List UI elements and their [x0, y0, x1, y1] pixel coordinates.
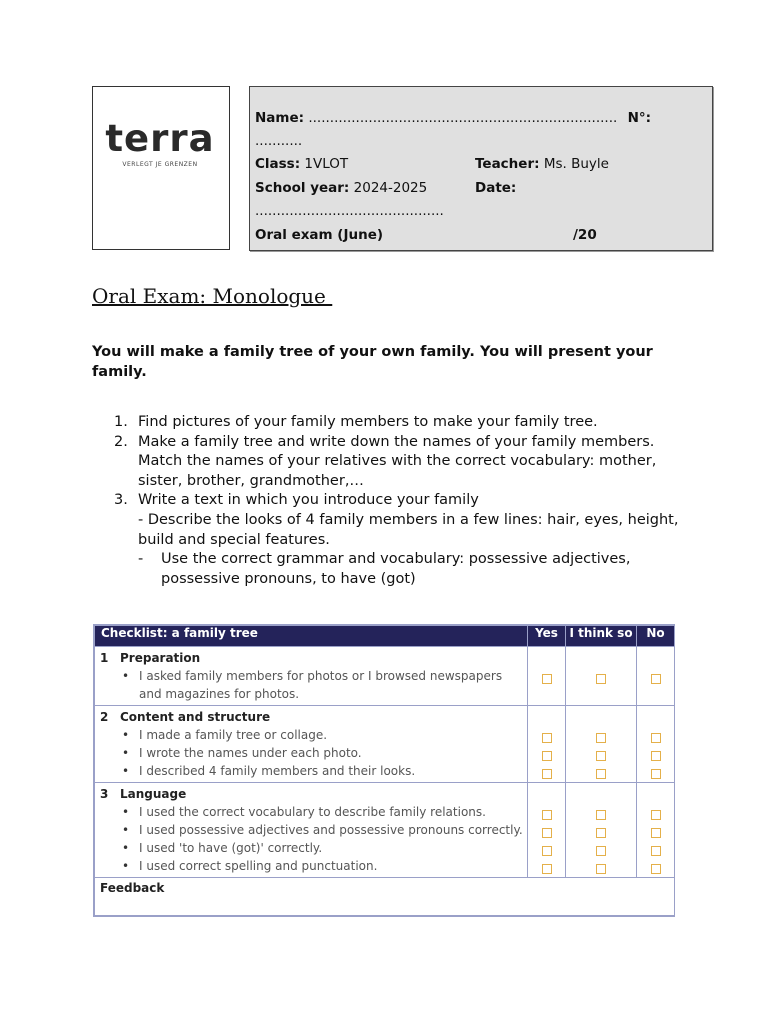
- task-item-1: [114, 413, 694, 433]
- checkbox-no[interactable]: [651, 828, 661, 838]
- task-number: 3.: [114, 492, 128, 509]
- teacher-value: Ms. Buyle: [543, 156, 609, 172]
- checkbox-i-think-so[interactable]: [596, 751, 606, 761]
- feedback-row: [95, 878, 675, 916]
- name-label: Name:: [255, 110, 305, 126]
- name-field: ........................................................................: [308, 110, 618, 126]
- checklist-section-2: [95, 706, 675, 783]
- subtask-item: [138, 550, 694, 589]
- checkbox-i-think-so[interactable]: [596, 828, 606, 838]
- exam-label: Oral exam (June): [255, 227, 384, 243]
- column-i-think-so: I think so: [566, 626, 637, 647]
- checkbox-i-think-so[interactable]: [596, 674, 606, 684]
- checkbox-i-think-so[interactable]: [596, 864, 606, 874]
- checkbox-no[interactable]: [651, 674, 661, 684]
- section-title: [95, 783, 527, 803]
- section-number: 2: [100, 710, 109, 724]
- task-item-2: [114, 433, 694, 492]
- number-label: N°:: [627, 110, 652, 126]
- section-title: [95, 647, 527, 667]
- checklist-item-text: I used 'to have (got)' correctly.: [139, 841, 323, 855]
- date-label: Date:: [475, 180, 517, 196]
- school-logo-box: [92, 86, 230, 250]
- section-label: Content and structure: [120, 710, 271, 724]
- intro-text: You will make a family tree of your own family. You will present your family.: [92, 344, 653, 380]
- criteria-cell: [95, 783, 528, 878]
- checkbox-column-i-think-so: [566, 783, 637, 878]
- bullet-icon: •: [122, 841, 130, 855]
- checklist-item: [95, 667, 527, 703]
- checklist-item-text: I used possessive adjectives and possessive pronouns correctly.: [139, 823, 523, 837]
- terra-logo: terra: [105, 117, 215, 160]
- checkbox-column-yes: [528, 706, 566, 783]
- teacher-label: Teacher:: [475, 156, 540, 172]
- bullet-icon: •: [122, 805, 130, 819]
- checkbox-column-no: [637, 647, 675, 706]
- date-line: [475, 180, 516, 196]
- section-number: 1: [100, 651, 109, 665]
- feedback-label: Feedback: [100, 881, 165, 895]
- criteria-cell: [95, 706, 528, 783]
- checkbox-column-no: [637, 706, 675, 783]
- checkbox-yes[interactable]: [542, 864, 552, 874]
- checkbox-i-think-so[interactable]: [596, 769, 606, 779]
- checklist-item: [95, 803, 527, 821]
- class-value: 1VLOT: [304, 156, 349, 172]
- checkbox-i-think-so[interactable]: [596, 810, 606, 820]
- checklist-item-text: I described 4 family members and their looks.: [139, 764, 416, 778]
- task-text: Match the names of your relatives with the correct vocabulary: mother, sister, brother, grandmother,…: [138, 453, 657, 489]
- dash-marker: -: [138, 551, 144, 568]
- task-item-3: [114, 491, 694, 589]
- checklist-item: [95, 726, 527, 744]
- checklist-table: [93, 624, 675, 917]
- bullet-icon: •: [122, 669, 130, 683]
- page-title: Oral Exam: Monologue: [92, 284, 333, 308]
- checklist-item-text: I used correct spelling and punctuation.: [139, 859, 378, 873]
- checklist-header-row: [95, 626, 675, 647]
- checkbox-i-think-so[interactable]: [596, 846, 606, 856]
- section-label: Preparation: [120, 651, 201, 665]
- checklist-item: [95, 857, 527, 875]
- task-text: Write a text in which you introduce your family: [138, 492, 479, 509]
- school-year-line: [255, 180, 427, 196]
- checkbox-yes[interactable]: [542, 828, 552, 838]
- checkbox-yes[interactable]: [542, 846, 552, 856]
- bullet-icon: •: [122, 746, 130, 760]
- number-field: ...........: [255, 133, 303, 149]
- checkbox-yes[interactable]: [542, 733, 552, 743]
- column-yes: Yes: [528, 626, 566, 647]
- checkbox-yes[interactable]: [542, 751, 552, 761]
- column-no: No: [637, 626, 675, 647]
- checkbox-column-no: [637, 783, 675, 878]
- checkbox-column-i-think-so: [566, 706, 637, 783]
- checkbox-no[interactable]: [651, 864, 661, 874]
- checklist-section-1: [95, 647, 675, 706]
- bullet-icon: •: [122, 728, 130, 742]
- bullet-icon: •: [122, 764, 130, 778]
- task-text: - Describe the looks of 4 family members in a few lines: hair, eyes, height, build and special features.: [138, 511, 679, 548]
- task-text: Find pictures of your family members to make your family tree.: [138, 414, 598, 430]
- checkbox-no[interactable]: [651, 769, 661, 779]
- checkbox-no[interactable]: [651, 810, 661, 820]
- checklist-item-text: I wrote the names under each photo.: [139, 746, 362, 760]
- class-label: Class:: [255, 156, 301, 172]
- task-text: Make a family tree and write down the names of your family members.: [138, 433, 655, 450]
- checkbox-yes[interactable]: [542, 810, 552, 820]
- checkbox-no[interactable]: [651, 733, 661, 743]
- checklist-item: [95, 744, 527, 762]
- criteria-cell: [95, 647, 528, 706]
- checkbox-no[interactable]: [651, 846, 661, 856]
- checklist-item-text: I used the correct vocabulary to describe family relations.: [139, 805, 486, 819]
- subtask-text: Use the correct grammar and vocabulary: possessive adjectives, possessive pronouns, to have (got): [161, 551, 631, 587]
- checkbox-i-think-so[interactable]: [596, 733, 606, 743]
- checklist-title: Checklist: a family tree: [95, 626, 528, 647]
- bullet-icon: •: [122, 823, 130, 837]
- checklist-item: [95, 821, 527, 839]
- checkbox-column-yes: [528, 647, 566, 706]
- checklist-item: [95, 762, 527, 780]
- section-label: Language: [120, 787, 187, 801]
- checklist-item: [95, 839, 527, 857]
- exam-line: [255, 227, 383, 243]
- task-list: [114, 413, 694, 589]
- checkbox-yes[interactable]: [542, 674, 552, 684]
- checkbox-no[interactable]: [651, 751, 661, 761]
- bullet-icon: •: [122, 859, 130, 873]
- score-line: [573, 227, 597, 243]
- checkbox-yes[interactable]: [542, 769, 552, 779]
- checkbox-column-i-think-so: [566, 647, 637, 706]
- feedback-cell[interactable]: [95, 878, 675, 916]
- date-field: ............................................: [255, 203, 444, 219]
- name-line: [255, 110, 651, 126]
- checkbox-column-yes: [528, 783, 566, 878]
- task-number: 2.: [114, 433, 128, 450]
- checklist-section-3: [95, 783, 675, 878]
- teacher-line: [475, 156, 609, 172]
- section-number: 3: [100, 787, 109, 801]
- logo-tagline: VERLEGT JE GRENZEN: [122, 161, 198, 168]
- section-title: [95, 706, 527, 726]
- score-field: /20: [573, 227, 597, 243]
- checklist-item-text: I asked family members for photos or I browsed newspapers and magazines for photos.: [139, 669, 503, 701]
- school-year-label: School year:: [255, 180, 350, 196]
- task-number: 1.: [114, 414, 128, 430]
- student-info-box: [249, 86, 713, 251]
- class-line: [255, 156, 348, 172]
- school-year-value: 2024-2025: [353, 180, 428, 196]
- checklist-item-text: I made a family tree or collage.: [139, 728, 328, 742]
